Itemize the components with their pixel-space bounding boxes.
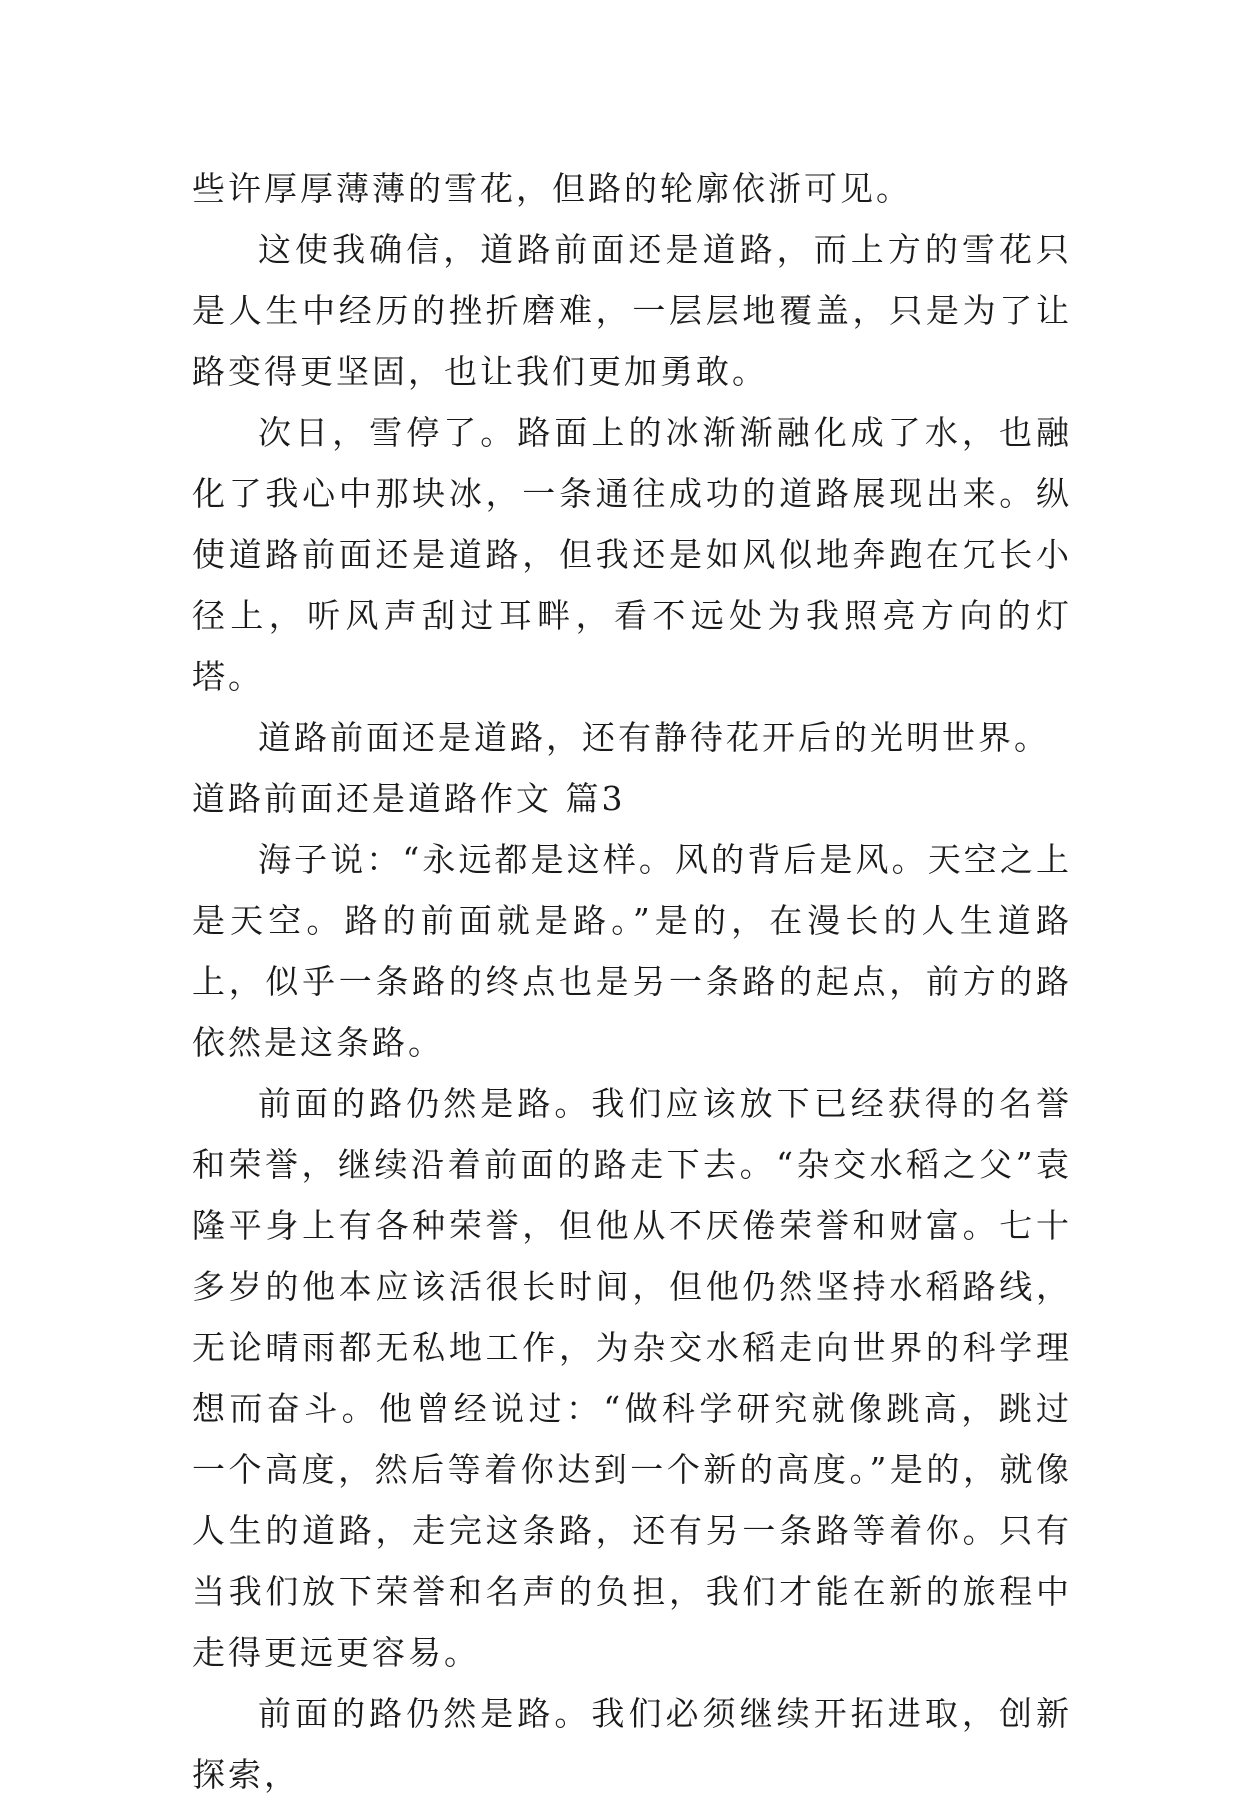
paragraph: 次日，雪停了。路面上的冰渐渐融化成了水，也融化了我心中那块冰，一条通往成功的道路展现出来。纵使道路前面还是道路，但我还是如风似地奔跑在冗长小径上，听风声刮过耳畔，看不远处为我照亮方向的灯塔。 bbox=[192, 413, 1072, 696]
document-body bbox=[192, 158, 1072, 1805]
paragraph: 海子说：“永远都是这样。风的背后是风。天空之上是天空。路的前面就是路。”是的，在漫长的人生道路上，似乎一条路的终点也是另一条路的起点，前方的路依然是这条路。 bbox=[192, 840, 1072, 1062]
paragraph: 道路前面还是道路，还有静待花开后的光明世界。 bbox=[258, 718, 1050, 757]
paragraph: 些许厚厚薄薄的雪花，但路的轮廓依浙可见。 bbox=[192, 169, 912, 208]
section-heading: 道路前面还是道路作文 篇3 bbox=[192, 779, 626, 818]
paragraph: 前面的路仍然是路。我们必须继续开拓进取，创新探索， bbox=[192, 1694, 1072, 1794]
paragraph: 前面的路仍然是路。我们应该放下已经获得的名誉和荣誉，继续沿着前面的路走下去。“杂交水稻之父”袁隆平身上有各种荣誉，但他从不厌倦荣誉和财富。七十多岁的他本应该活很长时间，但他仍然坚持水稻路线，无论晴雨都无私地工作，为杂交水稻走向世界的科学理想而奋斗。他曾经说过：“做科学研究就像跳高，跳过一个高度，然后等着你达到一个新的高度。”是的，就像人生的道路，走完这条路，还有另一条路等着你。只有当我们放下荣誉和名声的负担，我们才能在新的旅程中走得更远更容易。 bbox=[192, 1084, 1072, 1672]
paragraph: 这使我确信，道路前面还是道路，而上方的雪花只是人生中经历的挫折磨难，一层层地覆盖，只是为了让路变得更坚固，也让我们更加勇敢。 bbox=[192, 230, 1072, 391]
